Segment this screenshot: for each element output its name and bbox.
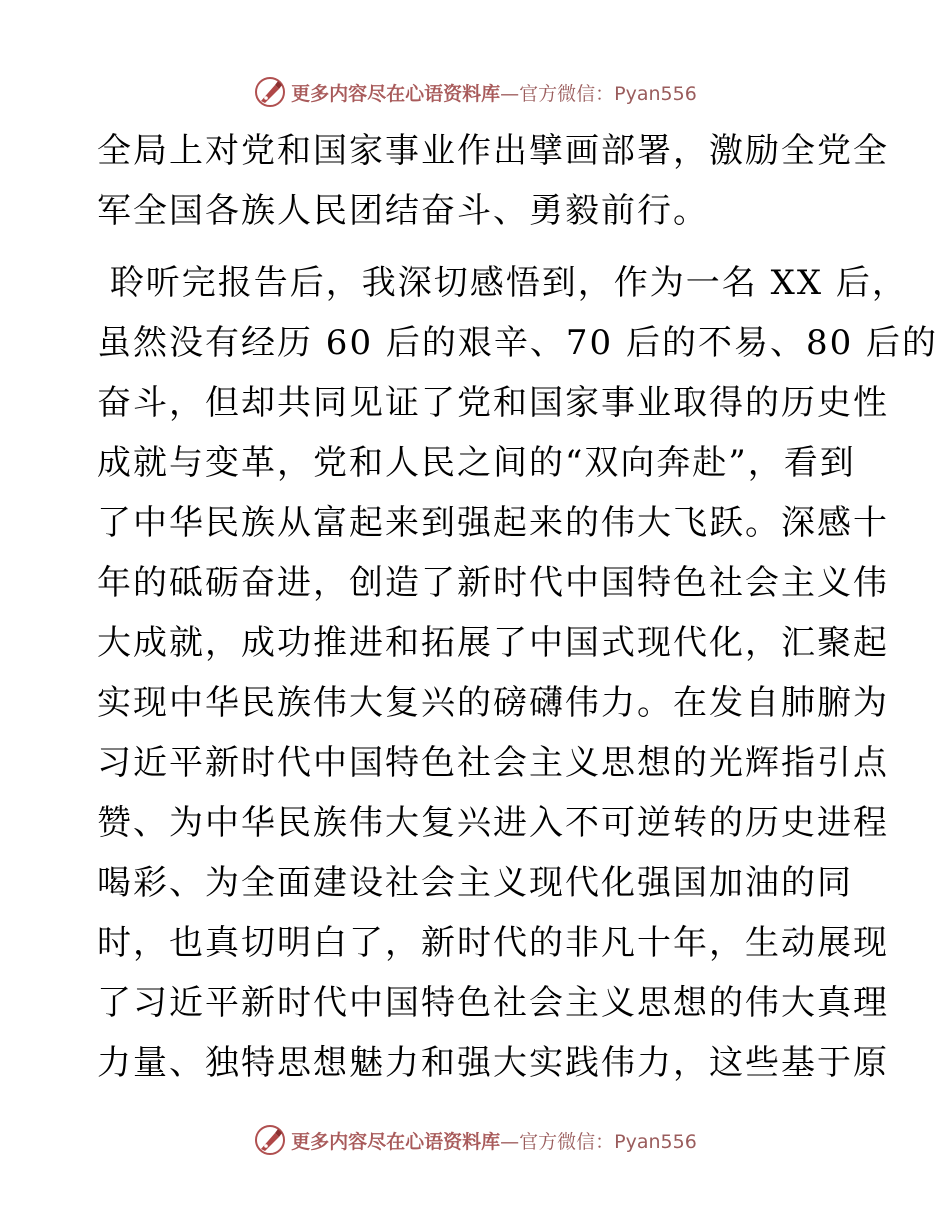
text-line: 了习近平新时代中国特色社会主义思想的伟大真理 — [97, 983, 889, 1023]
watermark-text — [291, 79, 697, 106]
watermark-separator: — — [500, 1130, 520, 1153]
paragraph-1 — [97, 121, 889, 241]
header-watermark — [0, 70, 950, 114]
watermark-separator: — — [500, 82, 520, 105]
footer-watermark — [0, 1118, 950, 1162]
watermark-text — [291, 1127, 697, 1154]
watermark-wechat-text: 官方微信：Pyan556 — [519, 1130, 697, 1153]
text-line: 成就与变革，党和人民之间的“双向奔赴”，看到 — [97, 443, 856, 483]
watermark-wechat-text: 官方微信：Pyan556 — [519, 82, 697, 105]
paragraph-2 — [97, 253, 939, 1093]
text-line: 习近平新时代中国特色社会主义思想的光辉指引点 — [97, 743, 889, 783]
watermark-library-text: 更多内容尽在心语资料库 — [291, 1130, 501, 1153]
watermark-library-text: 更多内容尽在心语资料库 — [291, 82, 501, 105]
text-line: 了中华民族从富起来到强起来的伟大飞跃。深感十 — [97, 503, 889, 543]
text-line: 时，也真切明白了，新时代的非凡十年，生动展现 — [97, 923, 889, 963]
text-line: 全局上对党和国家事业作出擘画部署，激励全党全 — [97, 131, 889, 171]
text-line: 喝彩、为全面建设社会主义现代化强国加油的同 — [97, 863, 853, 903]
text-line: 聆听完报告后，我深切感悟到，作为一名 XX 后， — [97, 263, 908, 303]
document-body — [97, 121, 939, 1093]
text-line: 力量、独特思想魅力和强大实践伟力，这些基于原 — [97, 1043, 889, 1083]
text-line: 奋斗，但却共同见证了党和国家事业取得的历史性 — [97, 383, 889, 423]
pen-nib-logo-icon — [253, 1123, 287, 1157]
text-line: 年的砥砺奋进，创造了新时代中国特色社会主义伟 — [97, 563, 889, 603]
text-line: 赞、为中华民族伟大复兴进入不可逆转的历史进程 — [97, 803, 889, 843]
text-line: 虽然没有经历 60 后的艰辛、70 后的不易、80 后的 — [97, 323, 939, 363]
text-line: 大成就，成功推进和拓展了中国式现代化，汇聚起 — [97, 623, 889, 663]
pen-nib-logo-icon — [253, 75, 287, 109]
text-line: 军全国各族人民团结奋斗、勇毅前行。 — [97, 191, 709, 231]
text-line: 实现中华民族伟大复兴的磅礴伟力。在发自肺腑为 — [97, 683, 889, 723]
